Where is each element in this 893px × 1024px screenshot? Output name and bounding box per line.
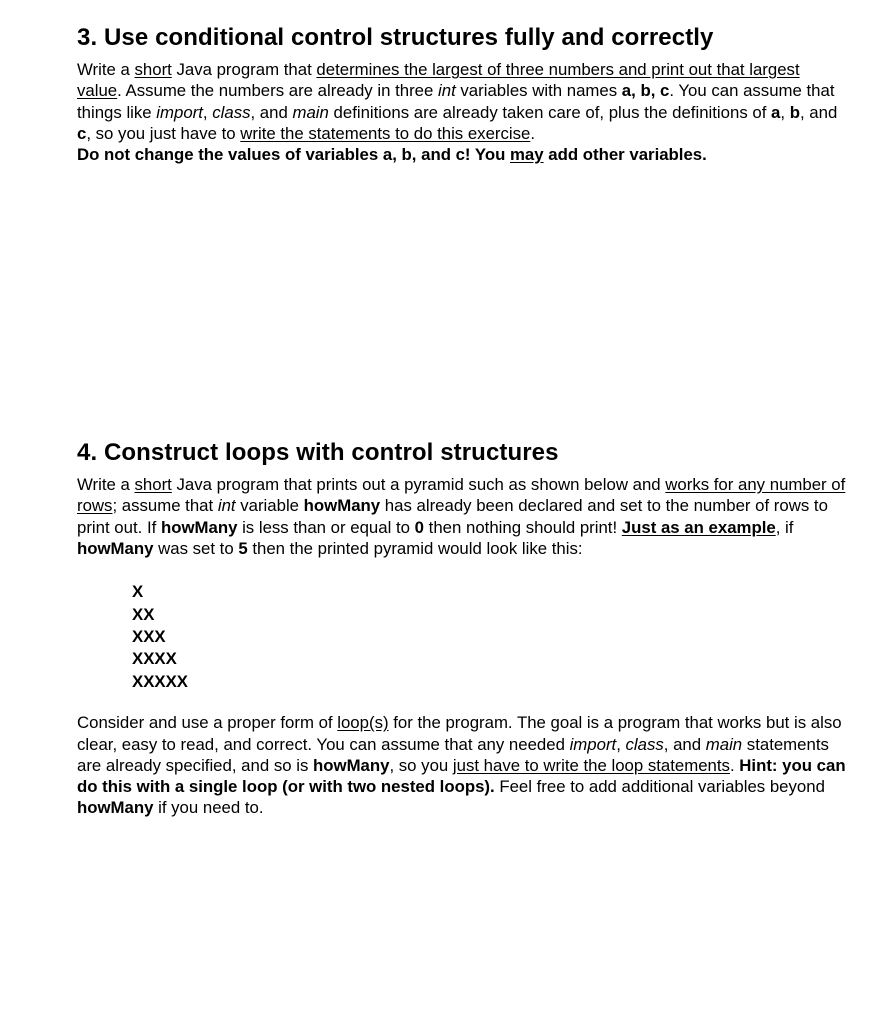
question-4-guidance: Consider and use a proper form of loop(s) for the program. The goal is a program that works but is also clear, easy to read, and correct. You can assume that any needed import, class, and main statements are already specified, and so is howMany, so you just have to write the loop statements. Hint: you can do this with a single loop (or with two nested loops). Feel free to add additional variables beyond howMany if you need to. <box>77 713 846 818</box>
question-3-instructions: Write a short Java program that determines the largest of three numbers and print out that largest value. Assume the numbers are already in three int variables with names a, b, c. You can assume that things like import, class, and main definitions are already taken care of, plus the definitions of a, b, and c, so you just have to write the statements to do this exercise. Do not change the values of variables a, b, and c! You may add other variables. <box>77 60 838 165</box>
question-4 <box>77 437 847 819</box>
emphasis-short: short <box>134 60 172 79</box>
pyramid-row: XX <box>132 604 155 624</box>
pyramid-row: XXXXX <box>132 671 188 691</box>
question-3-title: 3. Use conditional control structures fully and correctly <box>77 24 714 51</box>
emphasis-statements: write the statements to do this exercise <box>240 123 531 143</box>
hint-text: Hint: you can do this with a single loop (or with two nested loops). <box>77 755 846 797</box>
question-3-warning: Do not change the values of variables a, b, and c! You may add other variables. <box>77 145 707 165</box>
question-3 <box>77 22 847 165</box>
emphasis-task: determines the largest of three numbers and print out that largest value <box>77 60 800 101</box>
pyramid-example <box>132 581 847 693</box>
question-4-title: 4. Construct loops with control structures <box>77 439 559 466</box>
pyramid-row: XXX <box>132 627 166 646</box>
question-4-instructions: Write a short Java program that prints out a pyramid such as shown below and works for any number of rows; assume that int variable howMany has already been declared and set to the number of rows to print out. If howMany is less than or equal to 0 then nothing should print! Just as an example, if howMany was set to 5 then the printed pyramid would look like this: <box>77 475 846 558</box>
pyramid-row: XXXX <box>132 649 177 669</box>
pyramid-row: X <box>132 582 144 602</box>
